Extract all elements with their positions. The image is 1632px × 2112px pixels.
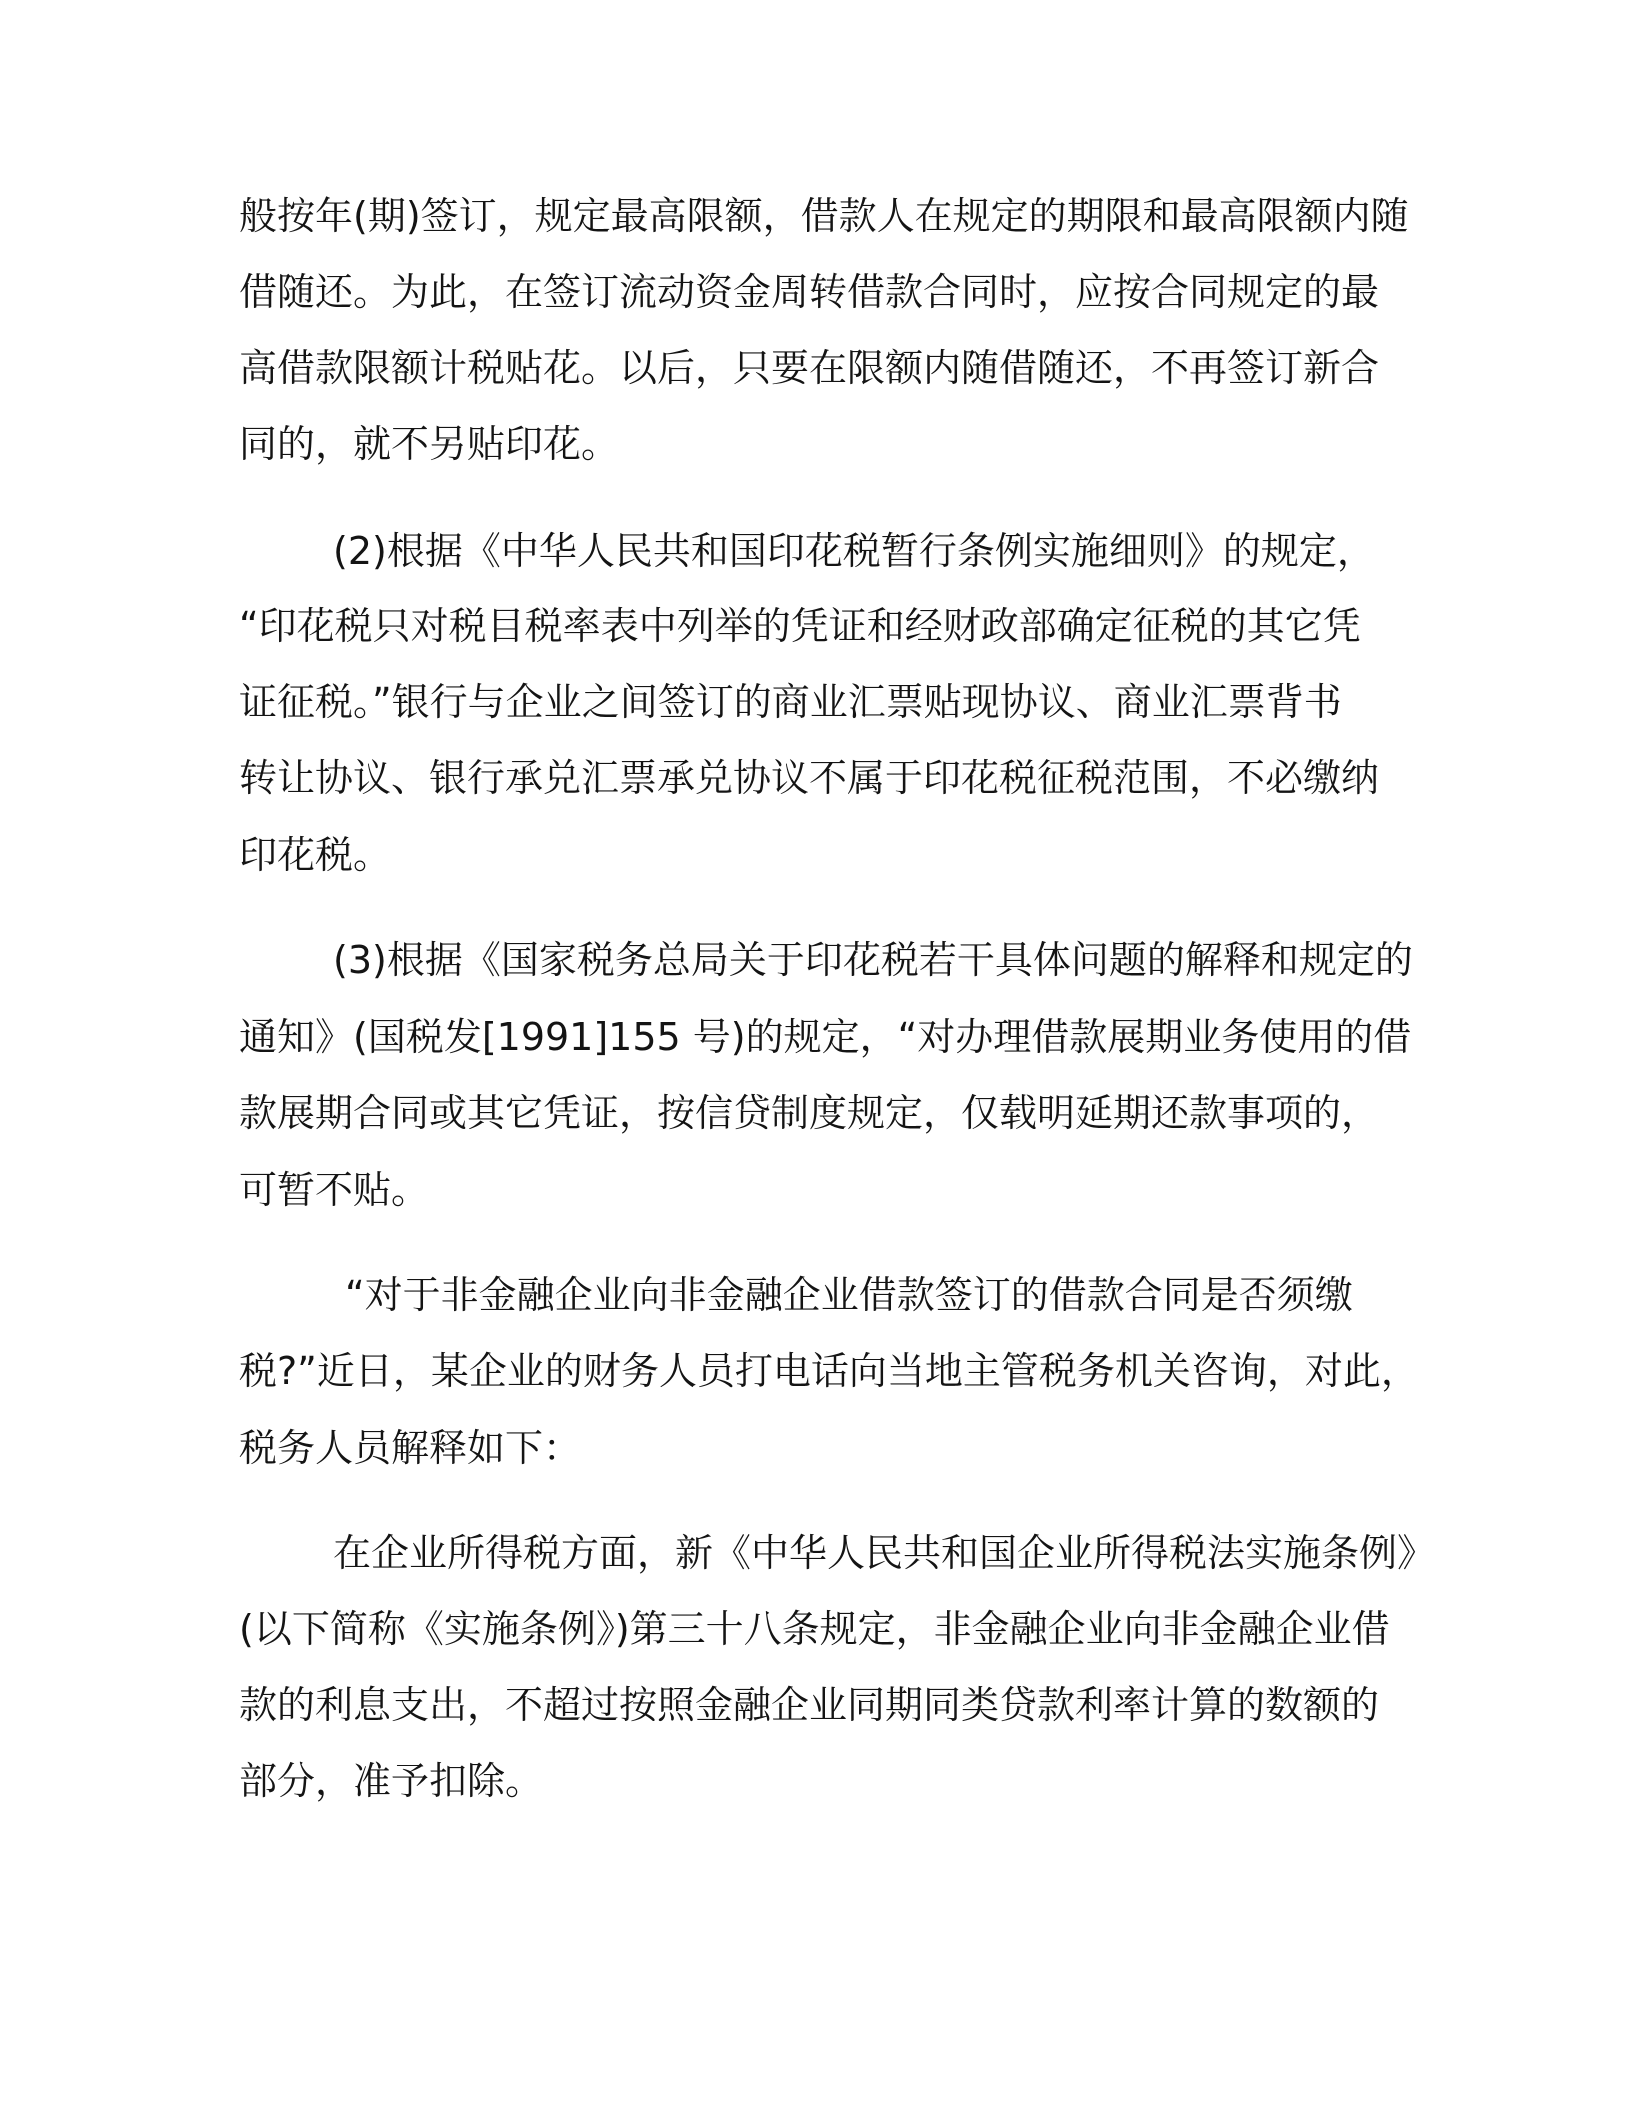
paragraph-line: 税务人员解释如下：	[239, 1426, 582, 1470]
paragraph-line: 款展期合同或其它凭证，按信贷制度规定，仅载明延期还款事项的，	[239, 1091, 1380, 1135]
paragraph-line: (以下简称《实施条例》)第三十八条规定，非金融企业向非金融企业借	[239, 1607, 1390, 1651]
paragraph-line: 通知》(国税发[1991]155 号)的规定，“对办理借款展期业务使用的借	[239, 1015, 1412, 1059]
paragraph-line: “印花税只对税目税率表中列举的凭证和经财政部确定征税的其它凭	[239, 604, 1361, 648]
paragraph-line: 同的，就不另贴印花。	[239, 422, 620, 466]
paragraph-line: 部分，准予扣除。	[239, 1759, 544, 1803]
paragraph-line: 借随还。为此，在签订流动资金周转借款合同时，应按合同规定的最	[239, 270, 1380, 314]
paragraph-line: 般按年(期)签订，规定最高限额，借款人在规定的期限和最高限额内随	[239, 194, 1409, 238]
paragraph-line: “对于非金融企业向非金融企业借款签订的借款合同是否须缴	[345, 1273, 1353, 1317]
paragraph-line: (2)根据《中华人民共和国印花税暂行条例实施细则》的规定，	[333, 529, 1375, 573]
paragraph-line: 税?”近日，某企业的财务人员打电话向当地主管税务机关咨询，对此，	[239, 1349, 1419, 1393]
paragraph-line: 在企业所得税方面，新《中华人民共和国企业所得税法实施条例》	[333, 1531, 1436, 1575]
paragraph-line: 高借款限额计税贴花。以后，只要在限额内随借随还，不再签订新合	[239, 346, 1380, 390]
paragraph-line: 可暂不贴。	[239, 1168, 430, 1212]
paragraph-line: 款的利息支出，不超过按照金融企业同期同类贷款利率计算的数额的	[239, 1683, 1380, 1727]
paragraph-line: 证征税。”银行与企业之间签订的商业汇票贴现协议、商业汇票背书	[239, 680, 1342, 724]
paragraph-line: 转让协议、银行承兑汇票承兑协议不属于印花税征税范围，不必缴纳	[239, 756, 1380, 800]
paragraph-line: 印花税。	[239, 833, 392, 877]
paragraph-line: (3)根据《国家税务总局关于印花税若干具体问题的解释和规定的	[333, 938, 1413, 982]
